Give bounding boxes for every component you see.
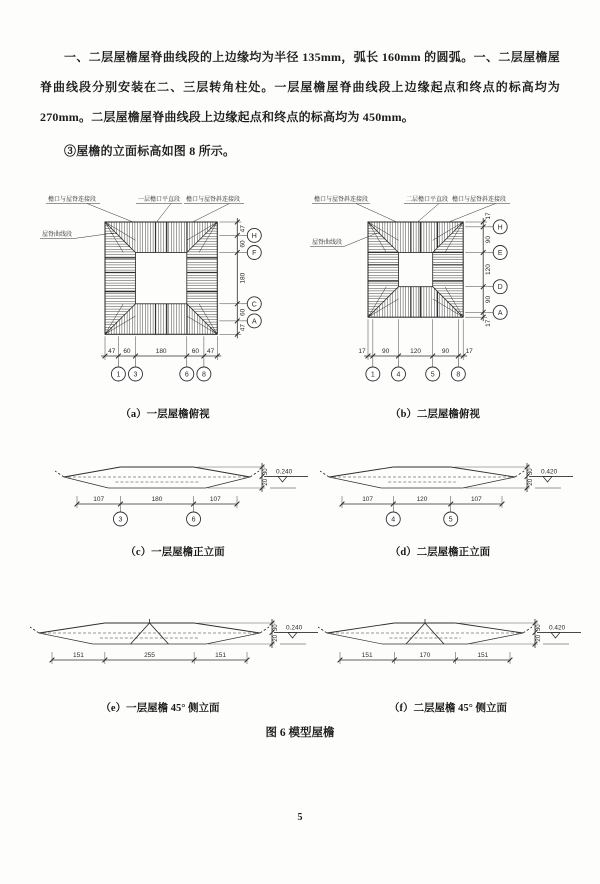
diagram-c-front-elevation xyxy=(55,452,355,559)
svg-text:180: 180 xyxy=(151,496,163,503)
svg-text:1: 1 xyxy=(370,371,375,379)
svg-text:0.240: 0.240 xyxy=(276,468,293,476)
svg-text:5: 5 xyxy=(448,516,453,524)
body-paragraph-2: ③屋檐的立面标高如图 8 所示。 xyxy=(64,144,236,158)
svg-text:60: 60 xyxy=(191,348,199,355)
svg-text:0.420: 0.420 xyxy=(541,468,558,476)
svg-text:60: 60 xyxy=(123,348,131,355)
svg-text:檐口与屋脊斜连接段: 檐口与屋脊斜连接段 xyxy=(314,197,369,203)
diagram-d-drawing xyxy=(320,452,598,530)
svg-text:3: 3 xyxy=(118,516,123,524)
diagram-b-plan-view xyxy=(310,186,580,421)
svg-text:1: 1 xyxy=(116,371,121,379)
svg-text:0.240: 0.240 xyxy=(286,624,303,632)
svg-text:151: 151 xyxy=(73,652,84,659)
body-paragraph-1: 一、二层屋檐屋脊曲线段的上边缘均为半径 135mm，弧长 160mm 的圆弧。一、二层屋檐屋脊曲线段分别安装在二、三层转角柱处。一层屋檐屋脊曲线段上边缘起点和终点的标高均为 270mm。二层屋檐屋脊曲线段上边缘起点和终点的标高均为 450mm。 xyxy=(40,50,560,124)
diagram-b-drawing xyxy=(310,186,580,392)
svg-text:17: 17 xyxy=(485,212,493,220)
svg-text:107: 107 xyxy=(93,496,105,503)
svg-text:107: 107 xyxy=(362,496,374,503)
svg-text:D: D xyxy=(497,284,503,292)
svg-text:6: 6 xyxy=(184,371,189,379)
svg-text:107: 107 xyxy=(470,496,482,503)
svg-text:20: 20 xyxy=(263,478,269,486)
svg-text:120: 120 xyxy=(410,348,422,355)
svg-text:255: 255 xyxy=(144,652,155,659)
svg-text:4: 4 xyxy=(391,516,396,524)
svg-text:屋脊曲线段: 屋脊曲线段 xyxy=(312,240,343,246)
svg-text:30: 30 xyxy=(528,468,534,476)
diagram-e-side-elevation xyxy=(30,608,330,715)
svg-text:47: 47 xyxy=(239,225,247,233)
svg-text:C: C xyxy=(251,301,257,309)
svg-text:8: 8 xyxy=(201,371,206,379)
svg-text:8: 8 xyxy=(456,371,461,379)
svg-text:60: 60 xyxy=(239,240,247,248)
diagram-f-side-elevation xyxy=(318,608,600,715)
svg-text:30: 30 xyxy=(536,624,542,632)
svg-text:47: 47 xyxy=(239,323,247,332)
svg-text:60: 60 xyxy=(239,308,247,316)
svg-text:17: 17 xyxy=(485,319,493,327)
svg-text:180: 180 xyxy=(239,272,247,284)
diagram-f-caption: （f）二层屋檐 45° 侧立面 xyxy=(389,703,507,714)
svg-text:屋脊曲线段: 屋脊曲线段 xyxy=(42,232,73,238)
svg-text:一层檐口平直段: 一层檐口平直段 xyxy=(138,197,181,203)
svg-text:151: 151 xyxy=(215,652,226,659)
page-number: 5 xyxy=(297,812,303,823)
svg-text:170: 170 xyxy=(419,652,431,659)
diagram-c-caption: （c）一层屋檐正立面 xyxy=(125,547,225,558)
svg-text:0.420: 0.420 xyxy=(549,624,566,632)
diagram-d-caption: （d）二层屋檐正立面 xyxy=(389,547,491,558)
svg-text:151: 151 xyxy=(361,652,373,659)
diagram-a-drawing xyxy=(40,186,310,392)
diagram-b-caption: （b）二层屋檐俯视 xyxy=(390,409,480,420)
svg-text:107: 107 xyxy=(209,496,221,503)
svg-text:180: 180 xyxy=(155,348,167,355)
svg-text:120: 120 xyxy=(416,496,428,503)
svg-text:120: 120 xyxy=(485,264,493,276)
diagram-d-front-elevation xyxy=(320,452,600,559)
svg-text:17: 17 xyxy=(358,348,366,355)
svg-text:二层檐口平直段: 二层檐口平直段 xyxy=(406,197,449,203)
diagram-a-plan-view xyxy=(40,186,310,421)
diagram-a-caption: （a）一层屋檐俯视 xyxy=(120,409,210,420)
figure-caption: 图 6 模型屋檐 xyxy=(265,727,335,739)
svg-text:47: 47 xyxy=(206,348,215,355)
diagram-e-caption: （e）一层屋檐 45° 侧立面 xyxy=(100,703,220,714)
diagram-c-drawing xyxy=(55,452,355,530)
svg-text:151: 151 xyxy=(477,652,489,659)
svg-text:檐口与屋脊连接段: 檐口与屋脊连接段 xyxy=(48,197,97,203)
svg-text:E: E xyxy=(497,249,503,257)
svg-text:檐口与屋脊斜连接段: 檐口与屋脊斜连接段 xyxy=(452,197,507,203)
diagram-e-drawing xyxy=(30,608,330,686)
svg-text:20: 20 xyxy=(273,634,279,642)
svg-text:90: 90 xyxy=(441,348,450,355)
svg-text:3: 3 xyxy=(133,371,138,379)
svg-text:A: A xyxy=(497,309,503,317)
svg-text:47: 47 xyxy=(108,348,116,355)
diagram-f-drawing xyxy=(318,608,598,686)
svg-text:30: 30 xyxy=(263,468,269,476)
svg-text:5: 5 xyxy=(430,371,435,379)
svg-text:檐口与屋脊斜连接段: 檐口与屋脊斜连接段 xyxy=(186,197,241,203)
svg-text:20: 20 xyxy=(536,634,542,642)
svg-text:30: 30 xyxy=(273,624,279,632)
svg-text:6: 6 xyxy=(191,516,196,524)
svg-text:17: 17 xyxy=(465,348,473,355)
svg-text:20: 20 xyxy=(528,478,534,486)
svg-text:F: F xyxy=(252,249,257,257)
svg-text:90: 90 xyxy=(485,295,493,304)
svg-text:90: 90 xyxy=(485,236,493,244)
svg-text:A: A xyxy=(251,318,257,326)
svg-text:4: 4 xyxy=(396,371,401,379)
svg-text:H: H xyxy=(251,232,257,240)
svg-text:H: H xyxy=(497,224,503,232)
svg-text:90: 90 xyxy=(382,348,390,355)
